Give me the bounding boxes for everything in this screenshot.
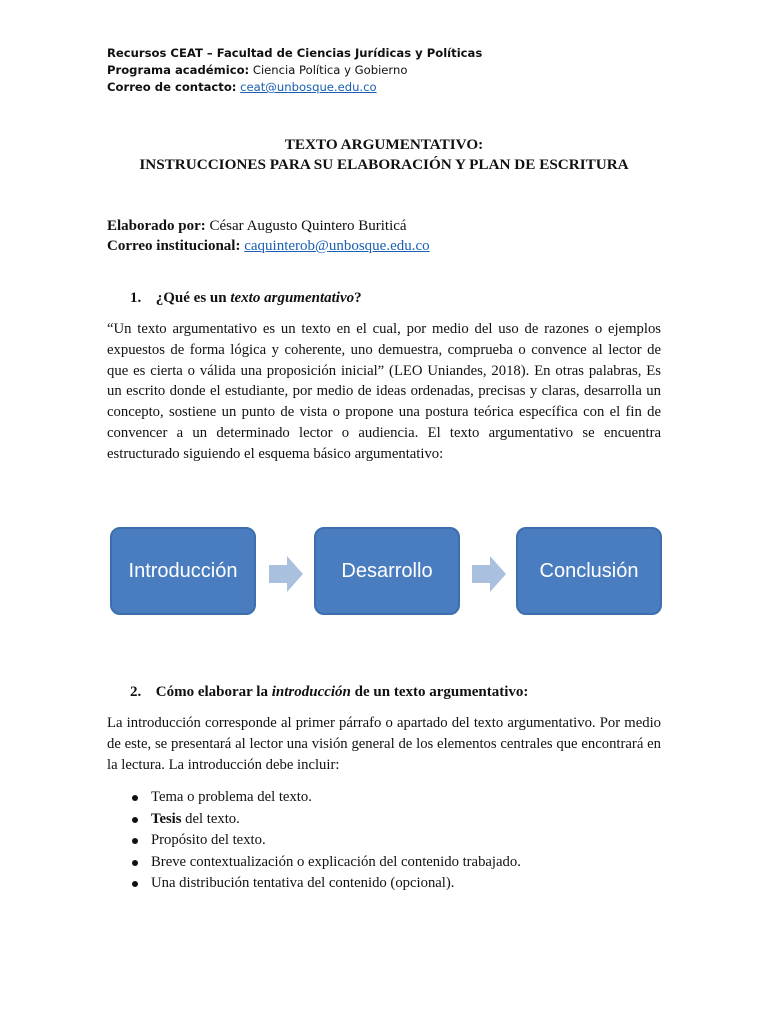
bullet-icon bbox=[132, 881, 138, 887]
introduction-requirements-list bbox=[107, 787, 521, 895]
title-line-1: TEXTO ARGUMENTATIVO: bbox=[284, 136, 484, 153]
section-2-paragraph: La introducción corresponde al primer párrafo o apartado del texto argumentativo. Por medio de este, se presentará al lector una visión general de los elementos centrales que encontrará en la lectura. La introducción debe incluir: bbox=[107, 715, 661, 773]
diagram-step-introduccion: Introducción bbox=[110, 527, 256, 615]
section-1-paragraph: “Un texto argumentativo es un texto en el cual, por medio del uso de razones o ejemplos expuestos de forma lógica y coherente, uno demuestra, comprueba o convence al lector de que es cierta o válida una proposición inicial” (LEO Uniandes, 2018). En otras palabras, Es un escrito donde el estudiante, por medio de ideas ordenadas, precisas y claras, desarrolla un concepto, sostiene un punto de vista o propone una postura teórica específica con el fin de convencer a un determinado lector o audiencia. El texto argumentativo se encuentra estructurado siguiendo el esquema básico argumentativo: bbox=[107, 321, 661, 462]
bullet-icon bbox=[132, 795, 138, 801]
author-email-link[interactable]: caquinterob@unbosque.edu.co bbox=[244, 238, 430, 254]
title-line-2: INSTRUCCIONES PARA SU ELABORACIÓN Y PLAN DE ESCRITURA bbox=[139, 156, 629, 173]
list-item: Tesis del texto. bbox=[107, 809, 521, 831]
contact-email-link[interactable]: ceat@unbosque.edu.co bbox=[240, 80, 377, 94]
list-item: Una distribución tentativa del contenido (opcional). bbox=[107, 873, 521, 895]
list-item: Propósito del texto. bbox=[107, 830, 521, 852]
document-header bbox=[107, 45, 482, 96]
arrow-right-icon bbox=[472, 556, 506, 592]
bullet-icon bbox=[132, 860, 138, 866]
section-1-heading: 1. ¿Qué es un texto argumentativo? bbox=[130, 290, 362, 306]
author-block bbox=[107, 216, 430, 256]
author-email-line: Correo institucional: caquinterob@unbosque.edu.co bbox=[107, 238, 430, 254]
author-name: César Augusto Quintero Buriticá bbox=[209, 218, 407, 234]
arrow-right-icon bbox=[269, 556, 303, 592]
list-item: Tema o problema del texto. bbox=[107, 787, 521, 809]
section-2-heading: 2. Cómo elaborar la introducción de un texto argumentativo: bbox=[130, 684, 529, 700]
argument-structure-diagram bbox=[0, 520, 768, 630]
diagram-step-desarrollo: Desarrollo bbox=[314, 527, 460, 615]
header-line-program: Programa académico: Ciencia Política y Gobierno bbox=[107, 63, 408, 77]
bullet-icon bbox=[132, 838, 138, 844]
author-line: Elaborado por: César Augusto Quintero Buriticá bbox=[107, 218, 407, 234]
header-line-contact: Correo de contacto: ceat@unbosque.edu.co bbox=[107, 80, 377, 94]
diagram-step-conclusion: Conclusión bbox=[516, 527, 662, 615]
list-item: Breve contextualización o explicación del contenido trabajado. bbox=[107, 852, 521, 874]
bullet-icon bbox=[132, 817, 138, 823]
header-line-resources: Recursos CEAT – Facultad de Ciencias Jurídicas y Políticas bbox=[107, 46, 483, 60]
document-title bbox=[0, 135, 768, 175]
